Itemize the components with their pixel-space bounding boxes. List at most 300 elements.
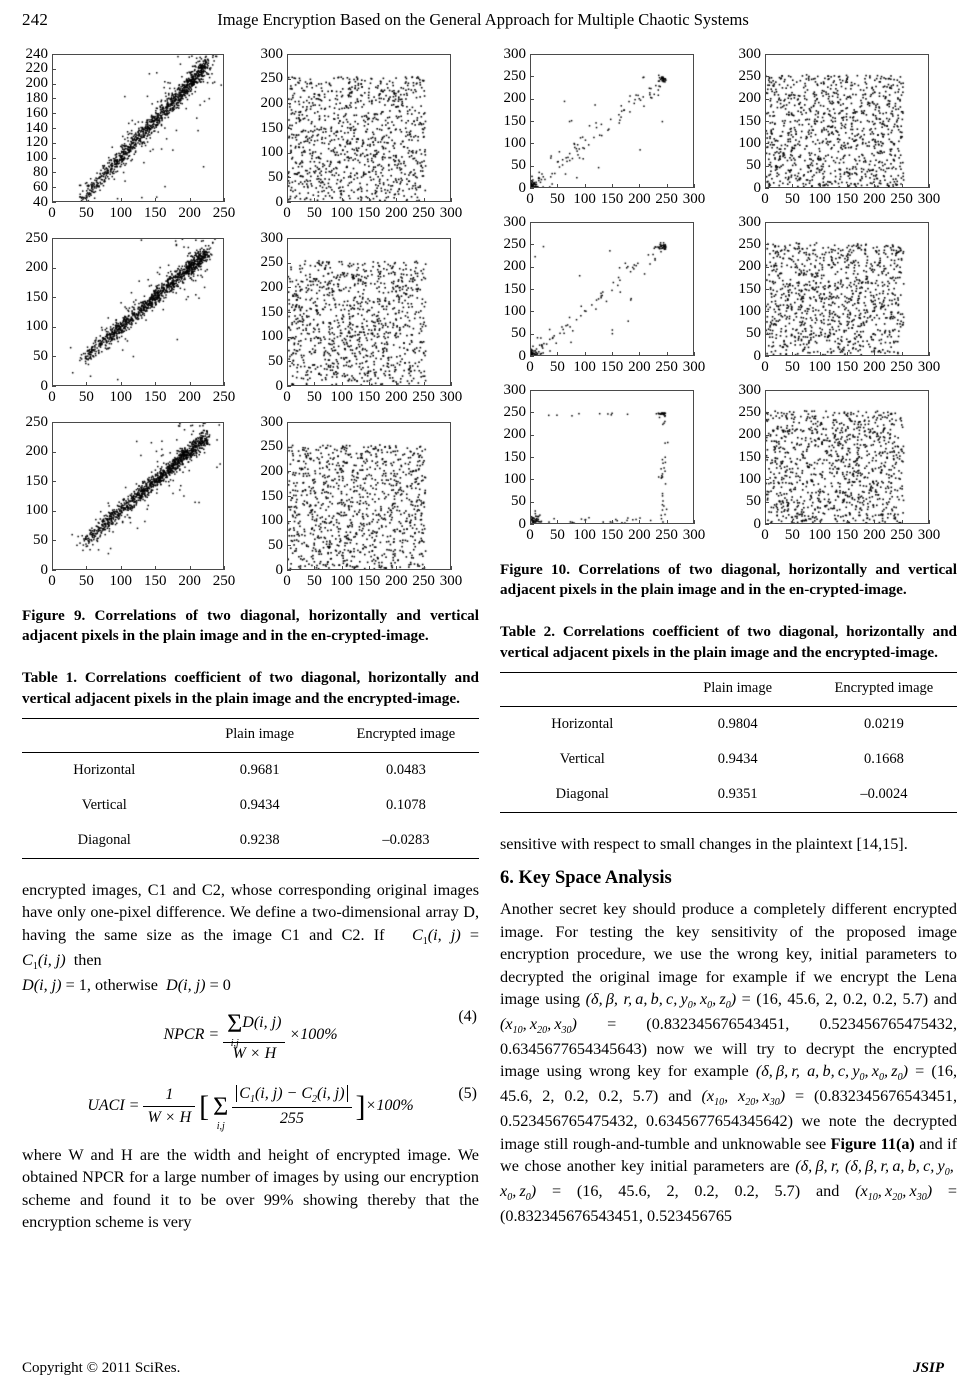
table-2-col-0-header — [500, 672, 665, 706]
table-1-r0-c2: 0.0483 — [385, 761, 426, 778]
x-axis-tick-mark — [612, 184, 613, 188]
y-axis-tick-mark — [530, 435, 534, 436]
table-2-r2-c0: Diagonal — [500, 777, 665, 813]
y-axis-tick-label: 200 — [25, 443, 48, 460]
x-axis-tick-label: 200 — [628, 359, 651, 375]
y-axis-tick-label: 100 — [25, 318, 48, 335]
y-axis-tick-label: 150 — [503, 448, 526, 465]
table-2-col-1-header: Plain image — [665, 672, 811, 706]
x-axis-tick-label: 250 — [212, 389, 236, 405]
param-tuple-6: (δ, β, r, a, b, c, $y_0$, $x_0$, $z_0$) — [500, 1157, 958, 1204]
y-axis-tick-label: 200 — [260, 94, 283, 111]
running-title: Image Encryption Based on the General Approach for Multiple Chaotic Systems — [217, 10, 749, 29]
figure-9 — [22, 46, 479, 646]
y-axis-tick-mark — [52, 297, 56, 298]
x-axis-tick-mark — [902, 184, 903, 188]
y-axis-tick-mark — [52, 98, 56, 99]
y-axis-tick-mark — [530, 334, 534, 335]
x-axis-tick-label: 300 — [682, 191, 706, 207]
figure-9-caption: Figure 9. Correlations of two diagonal, horizontally and vertical adjacent pixels in the plain image and in the en-crypted-image. — [22, 607, 479, 645]
x-axis-tick-label: 150 — [835, 191, 859, 207]
x-axis-tick-mark — [424, 198, 425, 202]
x-axis-tick-mark — [451, 382, 452, 386]
y-axis-tick-label: 150 — [25, 288, 48, 305]
y-axis-tick-label: 150 — [260, 303, 283, 320]
x-axis-tick-label: 200 — [863, 359, 886, 375]
y-axis-tick-label: 300 — [503, 45, 526, 62]
scatter-canvas — [53, 239, 223, 385]
y-axis-tick-mark — [530, 99, 534, 100]
y-axis-tick-mark — [52, 511, 56, 512]
y-axis-tick-mark — [530, 390, 534, 391]
scatter-canvas — [288, 423, 450, 569]
y-axis-tick-label: 100 — [25, 149, 48, 166]
x-axis-tick-mark — [585, 352, 586, 356]
x-axis-tick-label: 250 — [412, 573, 435, 589]
x-axis-tick-mark — [314, 198, 315, 202]
chart-fig9-r1c1 — [22, 46, 244, 224]
plot-frame — [530, 390, 694, 524]
x-axis-tick-label: 300 — [682, 359, 706, 375]
y-axis-tick-label: 150 — [260, 487, 283, 504]
plot-frame — [530, 222, 694, 356]
table-row — [500, 777, 957, 813]
y-axis-tick-label: 50 — [746, 157, 761, 174]
y-axis-tick-mark — [765, 267, 769, 268]
x-axis-tick-mark — [155, 566, 156, 570]
x-axis-tick-label: 0 — [526, 359, 534, 375]
x-axis-tick-label: 50 — [784, 359, 800, 375]
y-axis-tick-mark — [530, 121, 534, 122]
chart-fig10-r1c1 — [500, 46, 722, 210]
y-axis-tick-mark — [765, 143, 769, 144]
y-axis-tick-label: 150 — [738, 448, 761, 465]
y-axis-tick-mark — [287, 570, 291, 571]
y-axis-tick-label: 100 — [738, 134, 761, 151]
x-axis-tick-mark — [52, 566, 53, 570]
plot-frame — [765, 390, 929, 524]
y-axis-tick-label: 200 — [738, 90, 761, 107]
right-vals-5: and if we chose another key initial parameters are — [500, 1134, 958, 1176]
x-axis-tick-mark — [874, 184, 875, 188]
y-axis-tick-mark — [287, 337, 291, 338]
chart-fig10-r3c1 — [500, 382, 722, 546]
y-axis-tick-mark — [52, 422, 56, 423]
x-axis-tick-mark — [639, 352, 640, 356]
y-axis-tick-mark — [765, 54, 769, 55]
formula-dij-1: D(i, j) — [22, 975, 62, 994]
x-axis-tick-label: 0 — [761, 527, 769, 543]
plot-frame — [287, 422, 451, 570]
x-axis-tick-label: 300 — [917, 191, 941, 207]
x-axis-tick-label: 0 — [48, 389, 56, 405]
x-axis-tick-label: 200 — [628, 191, 651, 207]
right-paragraph-1: sensitive with respect to small changes in the plaintext [14,15]. — [500, 834, 908, 853]
y-axis-tick-label: 50 — [33, 531, 48, 548]
y-axis-tick-mark — [765, 457, 769, 458]
right-column — [500, 46, 957, 1227]
plot-frame — [287, 238, 451, 386]
chart-fig9-r3c1 — [22, 414, 244, 592]
y-axis-tick-label: 250 — [25, 229, 48, 246]
table-1-r2-c2: –0.0283 — [333, 823, 479, 859]
chart-fig10-r2c2 — [735, 214, 957, 378]
table-2 — [500, 672, 957, 813]
x-axis-tick-label: 100 — [808, 191, 831, 207]
chart-fig9-r2c1 — [22, 230, 244, 408]
plot-frame — [52, 54, 224, 202]
y-axis-tick-mark — [52, 327, 56, 328]
x-axis-tick-mark — [792, 184, 793, 188]
y-axis-tick-mark — [52, 238, 56, 239]
x-axis-tick-mark — [585, 520, 586, 524]
x-axis-tick-label: 100 — [109, 205, 133, 221]
table-1-r0-c0: Horizontal — [73, 761, 136, 778]
x-axis-tick-label: 250 — [212, 205, 236, 221]
y-axis-tick-mark — [287, 238, 291, 239]
y-axis-tick-label: 100 — [260, 144, 283, 161]
y-axis-tick-label: 300 — [503, 381, 526, 398]
x-axis-tick-mark — [396, 198, 397, 202]
x-axis-tick-mark — [929, 352, 930, 356]
x-axis-tick-mark — [694, 184, 695, 188]
x-axis-tick-mark — [694, 520, 695, 524]
y-axis-tick-mark — [287, 153, 291, 154]
y-axis-tick-label: 0 — [518, 179, 526, 196]
table-1 — [22, 718, 479, 859]
x-axis-tick-mark — [530, 352, 531, 356]
x-axis-tick-mark — [342, 198, 343, 202]
y-axis-tick-mark — [52, 158, 56, 159]
y-axis-tick-label: 240 — [25, 45, 48, 62]
y-axis-tick-label: 50 — [511, 325, 526, 342]
param-tuple-1: (δ, β, r, a, b, c, $y_0$, $x_0$, $z_0$) — [585, 989, 737, 1012]
x-axis-tick-mark — [612, 352, 613, 356]
x-axis-tick-label: 200 — [628, 527, 651, 543]
x-axis-tick-mark — [902, 520, 903, 524]
y-axis-tick-mark — [52, 128, 56, 129]
y-axis-tick-label: 100 — [260, 328, 283, 345]
y-axis-tick-label: 100 — [260, 512, 283, 529]
x-axis-tick-label: 250 — [890, 191, 913, 207]
table-2-r0-c2: 0.0219 — [863, 715, 904, 732]
figure-10-caption: Figure 10. Correlations of two diagonal, horizontally and vertical adjacent pixels in the plain image and in the en-crypted-image. — [500, 561, 957, 599]
y-axis-tick-mark — [765, 222, 769, 223]
y-axis-tick-mark — [52, 187, 56, 188]
x-axis-tick-label: 250 — [412, 389, 435, 405]
x-axis-tick-mark — [557, 184, 558, 188]
y-axis-tick-label: 150 — [260, 119, 283, 136]
table-2-r0-c0: Horizontal — [551, 715, 614, 732]
y-axis-tick-label: 0 — [518, 515, 526, 532]
x-axis-tick-label: 200 — [178, 205, 201, 221]
x-axis-tick-mark — [792, 520, 793, 524]
y-axis-tick-mark — [530, 166, 534, 167]
x-axis-tick-label: 150 — [357, 573, 381, 589]
x-axis-tick-mark — [451, 198, 452, 202]
y-axis-tick-mark — [287, 521, 291, 522]
y-axis-tick-mark — [530, 457, 534, 458]
table-2-r0-c1: 0.9804 — [717, 715, 758, 732]
scatter-canvas — [288, 239, 450, 385]
x-axis-tick-label: 150 — [600, 527, 624, 543]
x-axis-tick-mark — [224, 566, 225, 570]
plot-frame — [287, 54, 451, 202]
x-axis-tick-mark — [530, 184, 531, 188]
scatter-canvas — [766, 55, 928, 187]
y-axis-tick-label: 140 — [25, 119, 48, 136]
table-row — [500, 742, 957, 777]
y-axis-tick-label: 0 — [275, 193, 283, 210]
y-axis-tick-mark — [765, 502, 769, 503]
scatter-canvas — [531, 391, 693, 523]
x-axis-tick-mark — [121, 198, 122, 202]
y-axis-tick-mark — [530, 289, 534, 290]
y-axis-tick-label: 150 — [738, 112, 761, 129]
x-axis-tick-mark — [847, 352, 848, 356]
left-column — [22, 46, 479, 1233]
x-axis-tick-label: 250 — [212, 573, 236, 589]
y-axis-tick-label: 150 — [503, 112, 526, 129]
x-axis-tick-label: 0 — [526, 191, 534, 207]
x-axis-tick-label: 50 — [549, 359, 565, 375]
right-vals-6: = (16, 45.6, 2, 0.2, 0.2, 5.7) and — [551, 1182, 840, 1201]
plot-frame — [52, 238, 224, 386]
y-axis-tick-mark — [287, 422, 291, 423]
x-axis-tick-label: 50 — [784, 191, 800, 207]
x-axis-tick-mark — [121, 382, 122, 386]
x-axis-tick-label: 250 — [890, 359, 913, 375]
y-axis-tick-label: 50 — [511, 493, 526, 510]
formula-dij-0: D(i, j) — [166, 975, 206, 994]
x-axis-tick-mark — [929, 184, 930, 188]
right-vals-3: = (16, 45.6, 2, 0.2, 0.2, 5.7) and — [500, 1062, 958, 1106]
figure-10 — [500, 46, 957, 600]
x-axis-tick-label: 50 — [78, 573, 94, 589]
y-axis-tick-label: 0 — [275, 561, 283, 578]
scatter-canvas — [53, 55, 223, 201]
figure-9-row-2 — [22, 230, 479, 408]
y-axis-tick-mark — [52, 172, 56, 173]
x-axis-tick-label: 50 — [306, 573, 322, 589]
table-1-caption: Table 1. Correlations coefficient of two diagonal, horizontally and vertical adjacent pixels in the plain image and the encrypted-image. — [22, 669, 479, 707]
table-2-col-2-header: Encrypted image — [811, 672, 957, 706]
x-axis-tick-mark — [765, 184, 766, 188]
x-axis-tick-label: 300 — [682, 527, 706, 543]
y-axis-tick-mark — [530, 222, 534, 223]
x-axis-tick-label: 200 — [385, 389, 408, 405]
y-axis-tick-mark — [765, 356, 769, 357]
x-axis-tick-mark — [287, 198, 288, 202]
x-axis-tick-label: 200 — [863, 527, 886, 543]
x-axis-tick-mark — [190, 198, 191, 202]
y-axis-tick-label: 0 — [753, 515, 761, 532]
x-axis-tick-label: 0 — [761, 191, 769, 207]
y-axis-tick-label: 50 — [746, 493, 761, 510]
y-axis-tick-mark — [52, 540, 56, 541]
figure-9-row-1 — [22, 46, 479, 224]
scatter-canvas — [288, 55, 450, 201]
x-axis-tick-mark — [639, 520, 640, 524]
x-axis-tick-mark — [820, 352, 821, 356]
y-axis-tick-label: 300 — [503, 213, 526, 230]
x-axis-tick-label: 50 — [78, 389, 94, 405]
x-axis-tick-mark — [190, 382, 191, 386]
y-axis-tick-label: 250 — [503, 403, 526, 420]
left-body-text — [22, 879, 479, 1234]
x-axis-tick-label: 150 — [357, 389, 381, 405]
x-axis-tick-label: 50 — [549, 191, 565, 207]
y-axis-tick-label: 100 — [503, 302, 526, 319]
x-axis-tick-mark — [121, 566, 122, 570]
y-axis-tick-mark — [530, 244, 534, 245]
y-axis-tick-mark — [52, 268, 56, 269]
x-axis-tick-label: 150 — [600, 191, 624, 207]
y-axis-tick-label: 250 — [738, 403, 761, 420]
y-axis-tick-mark — [287, 496, 291, 497]
x-axis-tick-mark — [929, 520, 930, 524]
y-axis-tick-label: 50 — [268, 352, 283, 369]
x-axis-tick-mark — [820, 520, 821, 524]
x-axis-tick-mark — [557, 520, 558, 524]
y-axis-tick-label: 60 — [33, 178, 48, 195]
right-body-text — [500, 833, 957, 1228]
left-paragraph-1: encrypted images, C1 and C2, whose corresponding original images have only one-pixel difference. We define a two-dimensional array D, having the same size as the image C1 and C2. If $C_1(i$, $j) = C_1(i$, j) then D(i, j) = 1, otherwise D(i, j) = 0 — [22, 880, 479, 994]
y-axis-tick-label: 40 — [33, 193, 48, 210]
y-axis-tick-label: 50 — [511, 157, 526, 174]
y-axis-tick-label: 180 — [25, 89, 48, 106]
y-axis-tick-label: 200 — [503, 258, 526, 275]
x-axis-tick-label: 100 — [330, 389, 353, 405]
x-axis-tick-mark — [639, 184, 640, 188]
x-axis-tick-label: 100 — [808, 359, 831, 375]
x-axis-tick-mark — [424, 566, 425, 570]
x-axis-tick-mark — [86, 198, 87, 202]
x-axis-tick-label: 50 — [784, 527, 800, 543]
y-axis-tick-mark — [530, 479, 534, 480]
y-axis-tick-mark — [765, 289, 769, 290]
y-axis-tick-mark — [287, 361, 291, 362]
table-2-r1-c0: Vertical — [559, 750, 605, 767]
scatter-canvas — [766, 391, 928, 523]
y-axis-tick-mark — [765, 121, 769, 122]
y-axis-tick-mark — [765, 524, 769, 525]
y-axis-tick-mark — [765, 412, 769, 413]
x-axis-tick-label: 0 — [526, 527, 534, 543]
equation-4: NPCR = Σ i,j D(i, j) W × H ×100% (4) — [163, 1008, 477, 1062]
y-axis-tick-label: 100 — [503, 134, 526, 151]
x-axis-tick-mark — [342, 566, 343, 570]
y-axis-tick-label: 250 — [25, 413, 48, 430]
x-axis-tick-label: 0 — [283, 389, 291, 405]
plot-frame — [765, 222, 929, 356]
y-axis-tick-mark — [52, 54, 56, 55]
table-1-col-1-header: Plain image — [187, 718, 333, 752]
y-axis-tick-mark — [765, 244, 769, 245]
table-2-r1-c2: 0.1668 — [863, 750, 904, 767]
y-axis-tick-label: 100 — [25, 502, 48, 519]
x-axis-tick-label: 300 — [439, 573, 463, 589]
table-2-r2-c2: –0.0024 — [811, 777, 957, 813]
x-axis-tick-mark — [451, 566, 452, 570]
table-1-r1-c2: 0.1078 — [385, 796, 426, 813]
x-axis-tick-label: 300 — [917, 527, 941, 543]
left-para-1-text: encrypted images, C1 and C2, whose corresponding original images have only one-pixel difference. We define a two-dimensional array D, having the same size as the image C1 and C2. If — [22, 880, 479, 944]
copyright-notice: Copyright © 2011 SciRes. — [22, 1360, 181, 1376]
y-axis-tick-label: 250 — [503, 235, 526, 252]
x-axis-tick-label: 50 — [78, 205, 94, 221]
x-axis-tick-label: 50 — [549, 527, 565, 543]
y-axis-tick-label: 50 — [746, 325, 761, 342]
x-axis-tick-label: 300 — [917, 359, 941, 375]
right-vals-7: = (0.832345676543451, 0.523456765 — [500, 1182, 958, 1226]
figure-11a-reference: Figure 11(a) — [830, 1134, 915, 1153]
x-axis-tick-label: 100 — [573, 191, 596, 207]
y-axis-tick-label: 0 — [275, 377, 283, 394]
figure-10-row-2 — [500, 214, 957, 378]
x-axis-tick-mark — [667, 520, 668, 524]
x-axis-tick-mark — [224, 382, 225, 386]
x-axis-tick-label: 150 — [143, 205, 167, 221]
y-axis-tick-mark — [765, 311, 769, 312]
y-axis-tick-label: 200 — [503, 90, 526, 107]
param-tuple-3: (δ, β, r, a, b, c, $y_0$, $x_0$, $z_0$) — [755, 1062, 908, 1084]
table-row — [22, 752, 479, 788]
left-paragraph-2: where W and H are the width and height of encrypted image. We obtained NPCR for a large number of images by using our encryption scheme and found it to be over 99% showing thereby that the encryption scheme is very — [22, 1146, 479, 1232]
table-1-header-row — [22, 718, 479, 752]
x-axis-tick-label: 200 — [178, 573, 201, 589]
x-axis-tick-label: 250 — [655, 359, 678, 375]
x-axis-tick-label: 0 — [761, 359, 769, 375]
chart-fig10-r3c2 — [735, 382, 957, 546]
y-axis-tick-mark — [52, 570, 56, 571]
x-axis-tick-mark — [530, 520, 531, 524]
x-axis-tick-label: 150 — [835, 527, 859, 543]
table-row — [22, 823, 479, 859]
then-word: then — [73, 950, 102, 969]
x-axis-tick-label: 100 — [330, 573, 353, 589]
y-axis-tick-mark — [765, 188, 769, 189]
x-axis-tick-mark — [667, 184, 668, 188]
running-head — [0, 10, 966, 32]
y-axis-tick-mark — [765, 334, 769, 335]
table-2-r2-c1: 0.9351 — [665, 777, 811, 813]
x-axis-tick-mark — [86, 382, 87, 386]
y-axis-tick-mark — [287, 103, 291, 104]
table-row — [500, 706, 957, 742]
y-axis-tick-mark — [287, 54, 291, 55]
table-2-r1-c1: 0.9434 — [717, 750, 758, 767]
scatter-canvas — [531, 55, 693, 187]
x-axis-tick-label: 250 — [655, 191, 678, 207]
x-axis-tick-mark — [667, 352, 668, 356]
y-axis-tick-mark — [530, 188, 534, 189]
param-tuple-5: (δ, β, r, — [795, 1157, 840, 1176]
param-tuple-2: ($x_{10}$, $x_{20}$, $x_{30}$) — [500, 1014, 577, 1037]
x-axis-tick-mark — [369, 566, 370, 570]
x-axis-tick-mark — [190, 566, 191, 570]
y-axis-tick-label: 300 — [260, 413, 283, 430]
y-axis-tick-mark — [530, 267, 534, 268]
y-axis-tick-label: 50 — [268, 536, 283, 553]
y-axis-tick-mark — [530, 76, 534, 77]
y-axis-tick-mark — [287, 79, 291, 80]
x-axis-tick-label: 150 — [143, 573, 167, 589]
x-axis-tick-label: 0 — [48, 205, 56, 221]
x-axis-tick-mark — [820, 184, 821, 188]
y-axis-tick-mark — [530, 502, 534, 503]
y-axis-tick-label: 200 — [503, 426, 526, 443]
